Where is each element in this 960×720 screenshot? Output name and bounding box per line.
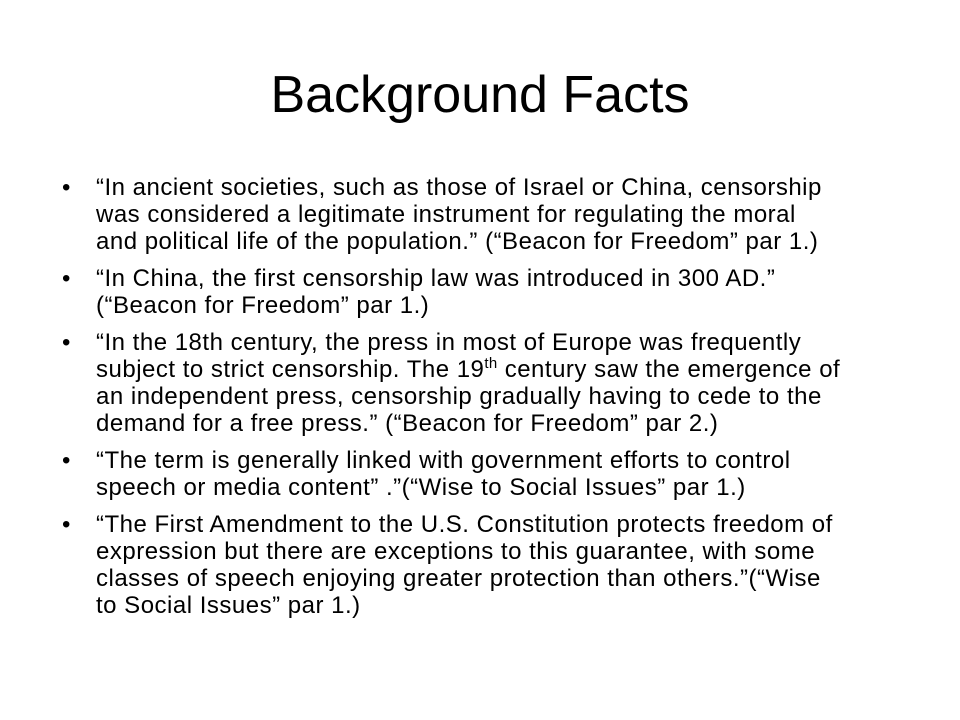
bullet-item — [62, 174, 936, 255]
bullet-line-with-superscript — [96, 356, 936, 383]
bullet-text — [96, 174, 936, 255]
line-segment: century saw the emergence of — [497, 356, 841, 383]
bullet-item — [62, 447, 936, 501]
bullet-item — [62, 511, 936, 619]
bullet-line: “In the 18th century, the press in most of Europe was frequently — [96, 329, 802, 356]
bullet-text — [96, 511, 936, 619]
bullet-line: classes of speech enjoying greater protection than others.”(“Wise — [96, 565, 821, 592]
bullet-line: to Social Issues” par 1.) — [96, 592, 361, 619]
bullet-text — [96, 447, 936, 501]
bullet-text — [96, 265, 936, 319]
superscript: th — [484, 355, 498, 372]
line-segment: subject to strict censorship. The 19 — [96, 356, 485, 383]
bullet-text — [96, 329, 936, 437]
bullet-marker: • — [62, 447, 71, 474]
bullet-marker: • — [62, 174, 71, 201]
bullet-marker: • — [62, 265, 71, 292]
bullet-marker: • — [62, 511, 71, 538]
bullet-line: “In China, the first censorship law was introduced in 300 AD.” — [96, 265, 776, 292]
bullet-marker: • — [62, 329, 71, 356]
bullet-line: an independent press, censorship gradually having to cede to the — [96, 383, 822, 410]
bullet-line: “The term is generally linked with government efforts to control — [96, 447, 791, 474]
bullet-line: “The First Amendment to the U.S. Constitution protects freedom of — [96, 511, 833, 538]
bullet-item — [62, 329, 936, 437]
bullet-list — [62, 174, 936, 629]
bullet-item — [62, 265, 936, 319]
bullet-line: speech or media content” .”(“Wise to Social Issues” par 1.) — [96, 474, 746, 501]
bullet-line: was considered a legitimate instrument for regulating the moral — [96, 201, 796, 228]
slide-title: Background Facts — [270, 66, 690, 124]
bullet-line: demand for a free press.” (“Beacon for Freedom” par 2.) — [96, 410, 719, 437]
bullet-line: expression but there are exceptions to this guarantee, with some — [96, 538, 816, 565]
bullet-line: “In ancient societies, such as those of Israel or China, censorship — [96, 174, 822, 201]
bullet-line: (“Beacon for Freedom” par 1.) — [96, 292, 430, 319]
bullet-line: and political life of the population.” (“Beacon for Freedom” par 1.) — [96, 228, 819, 255]
